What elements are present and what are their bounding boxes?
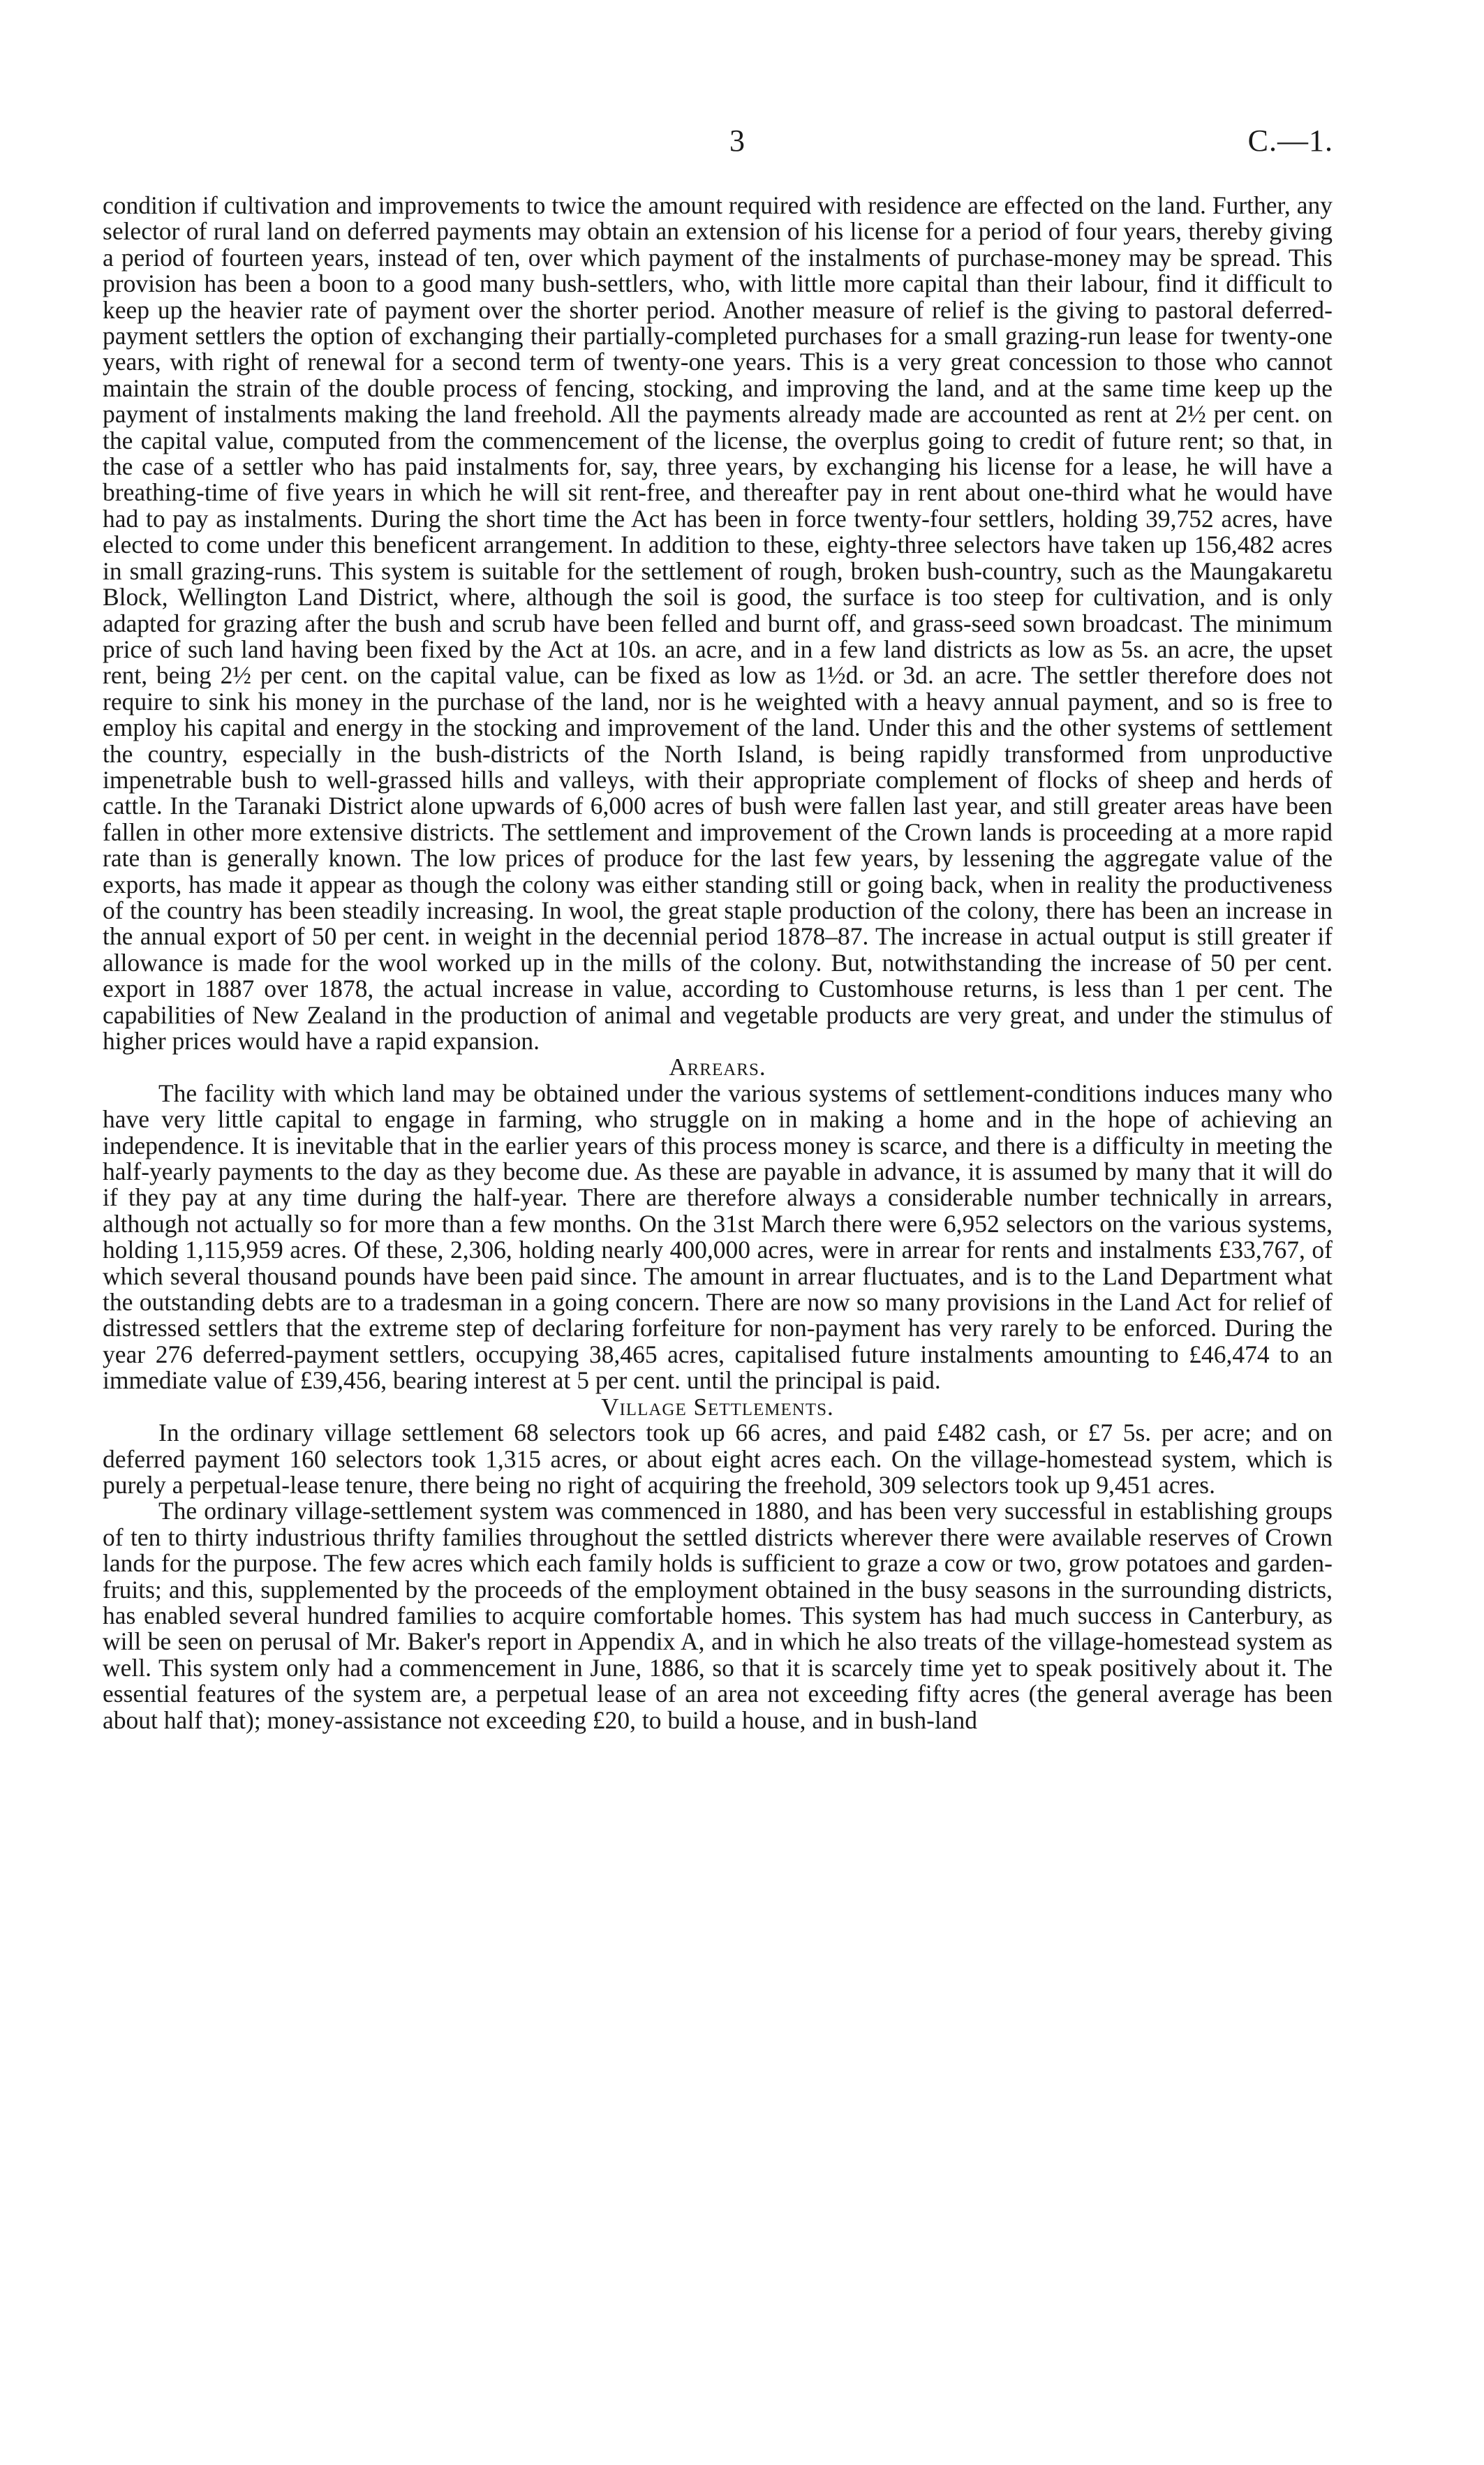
body-text [103,193,1333,1733]
paragraph-settlement-relief: condition if cultivation and improvements to twice the amount required with residence are effected on the land. Further, any selector of rural land on deferred payments may obtain an extension of his license for a period of four years, thereby giving a period of fourteen years, instead of ten, over which payment of the instalments of purchase-money may be spread. This provision has been a boon to a good many bush-settlers, who, with little more capital than their labour, find it difficult to keep up the heavier rate of payment over the shorter period. Another measure of relief is the giving to pastoral deferred-payment settlers the option of exchanging their partially-completed purchases for a small grazing-run lease for twenty-one years, with right of renewal for a second term of twenty-one years. This is a very great concession to those who cannot maintain the strain of the double process of fencing, stocking, and improving the land, and at the same time keep up the payment of instalments making the land freehold. All the payments already made are accounted as rent at 2½ per cent. on the capital value, computed from the commencement of the license, the overplus going to credit of future rent; so that, in the case of a settler who has paid instalments for, say, three years, by exchanging his license for a lease, he will have a breathing-time of five years in which he will sit rent-free, and thereafter pay in rent about one-third what he would have had to pay as instalments. During the short time the Act has been in force twenty-four settlers, holding 39,752 acres, have elected to come under this beneficent arrangement. In addition to these, eighty-three selectors have taken up 156,482 acres in small grazing-runs. This system is suitable for the settlement of rough, broken bush-country, such as the Maungakaretu Block, Wellington Land District, where, although the soil is good, the surface is too steep for cultivation, and is only adapted for grazing after the bush and scrub have been felled and burnt off, and grass-seed sown broadcast. The minimum price of such land having been fixed by the Act at 10s. an acre, and in a few land districts as low as 5s. an acre, the upset rent, being 2½ per cent. on the capital value, can be fixed as low as 1½d. or 3d. an acre. The settler therefore does not require to sink his money in the purchase of the land, nor is he weighted with a heavy annual payment, and so is free to employ his capital and energy in the stocking and improvement of the land. Under this and the other systems of settlement the country, especially in the bush-districts of the North Island, is being rapidly transformed from unproductive impenetrable bush to well-grassed hills and valleys, with their appropriate complement of flocks of sheep and herds of cattle. In the Taranaki District alone upwards of 6,000 acres of bush were fallen last year, and still greater areas have been fallen in other more extensive districts. The settlement and improvement of the Crown lands is proceeding at a more rapid rate than is generally known. The low prices of produce for the last few years, by lessening the aggregate value of the exports, has made it appear as though the colony was either standing still or going back, when in reality the productiveness of the country has been steadily increasing. In wool, the great staple production of the colony, there has been an increase in the annual export of 50 per cent. in weight in the decennial period 1878–87. The increase in actual output is still greater if allowance is made for the wool worked up in the mills of the colony. But, notwithstanding the increase of 50 per cent. export in 1887 over 1878, the actual increase in value, according to Customhouse returns, is less than 1 per cent. The capabilities of New Zealand in the production of animal and vegetable products are very great, and under the stimulus of higher prices would have a rapid expansion. [103,191,1333,1055]
paragraph-village-statistics: In the ordinary village settlement 68 selectors took up 66 acres, and paid £482 cash, or £7 5s. per acre; and on deferred payment 160 selectors took 1,315 acres, or about eight acres each. On the village-homestead system, which is purely a perpetual-lease tenure, there being no right of acquiring the freehold, 309 selectors took up 9,451 acres. [103,1419,1333,1499]
page-number: 3 [729,124,745,158]
document-reference: C.—1. [1247,124,1333,158]
paragraph-arrears: The facility with which land may be obtained under the various systems of settlement-conditions induces many who have very little capital to engage in farming, who struggle on in making a home and in the hope of achieving an independence. It is inevitable that in the earlier years of this process money is scarce, and there is a difficulty in meeting the half-yearly payments to the day as they become due. As these are payable in advance, it is assumed by many that it will do if they pay at any time during the half-year. There are therefore always a considerable number technically in arrears, although not actually so for more than a few months. On the 31st March there were 6,952 selectors on the various systems, holding 1,115,959 acres. Of these, 2,306, holding nearly 400,000 acres, were in arrear for rents and instalments £33,767, of which several thousand pounds have been paid since. The amount in arrear fluctuates, and is to the Land Department what the outstanding debts are to a tradesman in a going concern. There are now so many provisions in the Land Act for relief of distressed settlers that the extreme step of declaring forfeiture for non-payment has very rarely to be enforced. During the year 276 deferred-payment settlers, occupying 38,465 acres, capitalised future instalments amounting to £46,474 to an immediate value of £39,456, bearing interest at 5 per cent. until the principal is paid. [103,1079,1333,1395]
page-header [101,123,1333,165]
section-heading-arrears: Arrears. [669,1053,766,1081]
paragraph-village-system: The ordinary village-settlement system was commenced in 1880, and has been very successful in establishing groups of ten to thirty industrious thrifty families throughout the settled districts wherever there were available reserves of Crown lands for the purpose. The few acres which each family holds is sufficient to graze a cow or two, grow potatoes and garden-fruits; and this, supplemented by the proceeds of the employment obtained in the busy seasons in the surrounding districts, has enabled several hundred families to acquire comfortable homes. This system has had much success in Canterbury, as will be seen on perusal of Mr. Baker's report in Appendix A, and in which he also treats of the village-homestead system as well. This system only had a commencement in June, 1886, so that it is scarcely time yet to speak positively about it. The essential features of the system are, a perpetual lease of an area not exceeding fifty acres (the general average has been about half that); money-assistance not exceeding £20, to build a house, and in bush-land [103,1497,1333,1734]
section-heading-village-settlements: Village Settlements. [601,1393,834,1421]
